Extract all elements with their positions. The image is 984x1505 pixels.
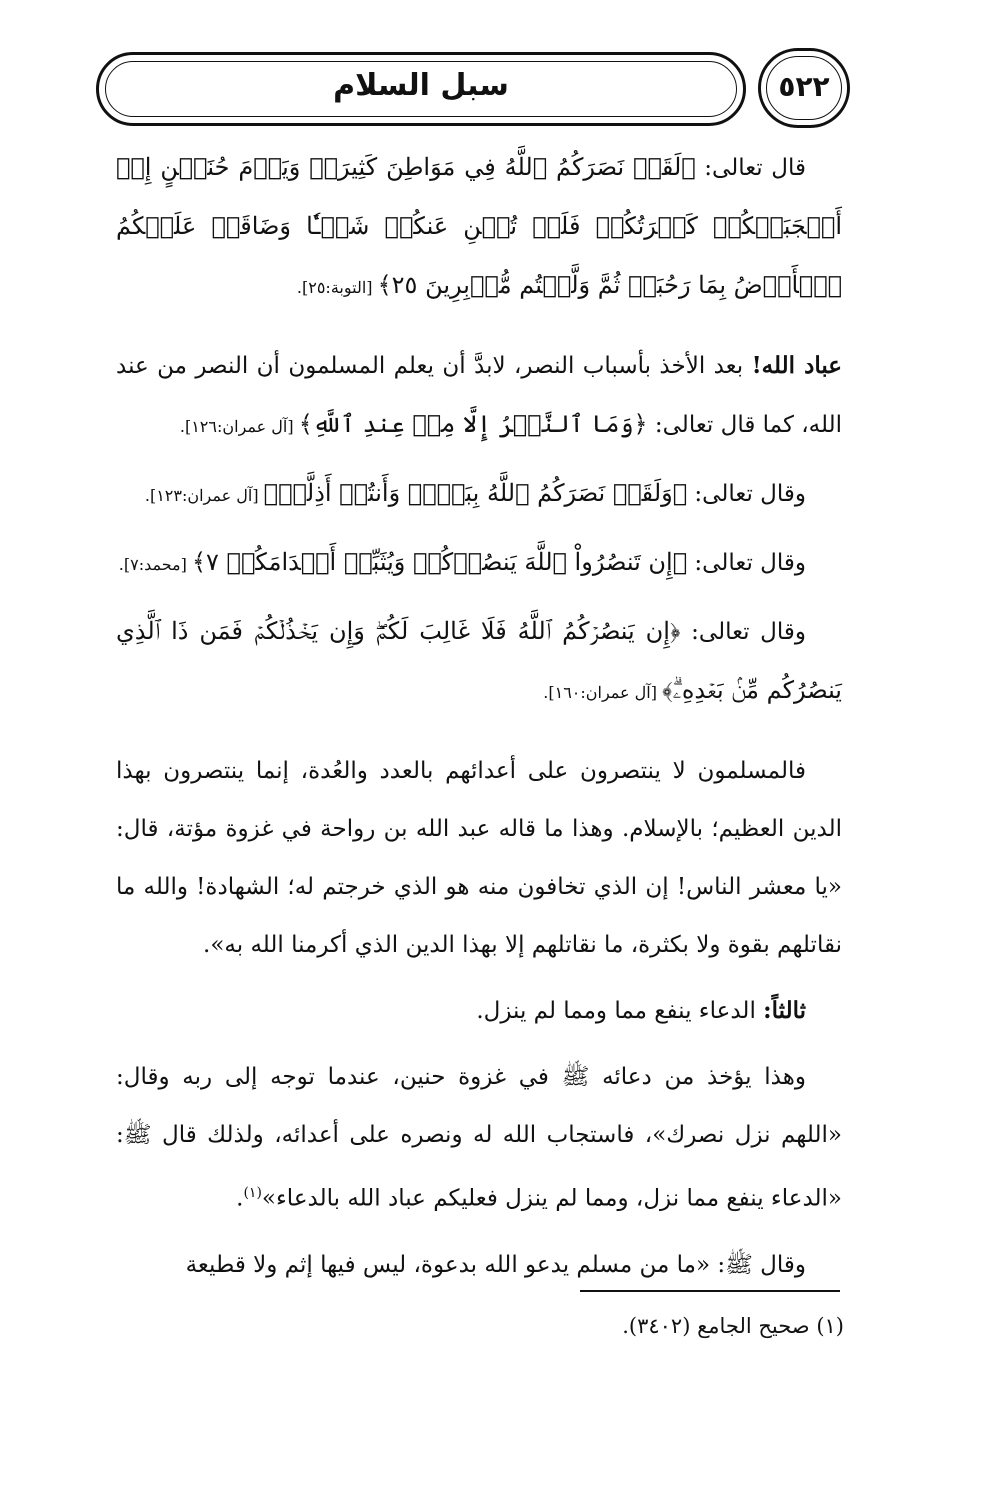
verse-citation: [آل عمران:١٦٠]. xyxy=(543,683,663,702)
paragraph-supplication xyxy=(116,1048,842,1228)
paragraph-text: الدعاء ينفع مما ومما لم ينزل. xyxy=(476,998,764,1024)
paragraph-intro: وقال تعالى: xyxy=(680,619,806,645)
paragraph-verse-tawbah xyxy=(116,138,842,317)
paragraph-intro: وقال تعالى: xyxy=(687,481,806,507)
page-number: ٥٢٢ xyxy=(778,70,830,103)
quran-verse: ﴿وَلَقَدۡ نَصَرَكُمُ ٱللَّهُ بِبَدۡرٖ وَأَنتُمۡ أَذِلَّةٞ﴾ xyxy=(263,479,688,507)
paragraph-hadith-start xyxy=(116,1236,842,1294)
paragraph-victory-from-allah xyxy=(116,337,842,456)
quran-verse: ﴿وَمَا ٱلنَّصۡرُ إِلَّا مِنۡ عِندِ ٱللَّهِ﴾ xyxy=(298,410,648,438)
paragraph-ibn-rawaha xyxy=(116,742,842,974)
book-title: سبل السلام xyxy=(333,68,509,103)
paragraph-end: . xyxy=(236,1185,244,1212)
verse-citation: [آل عمران:١٢٣]. xyxy=(144,486,264,505)
footnote-divider xyxy=(580,1290,840,1292)
paragraph-verse-badr xyxy=(116,464,842,525)
paragraph-text: بعد الأخذ بأسباب النصر، لابدَّ أن يعلم المسلمون أن النصر من عند الله، كما قال تعالى: xyxy=(116,353,842,438)
page-body xyxy=(116,138,842,1294)
verse-citation: [آل عمران:١٢٦]. xyxy=(179,417,299,436)
footnote: (١) صحيح الجامع (٣٤٠٢). xyxy=(622,1314,844,1338)
paragraph-text: وهذا يؤخذ من دعائه ﷺ في غزوة حنين، عندما توجه إلى ربه وقال: «اللهم نزل نصرك»، فاستجاب الله له ونصره على أعدائه، ولذلك قال ﷺ: «الدعاء ينفع مما نزل، ومما لم ينزل فعليكم عباد الله بالدعاء» xyxy=(116,1064,842,1212)
paragraph-lead: عباد الله! xyxy=(751,352,842,379)
paragraph-verse-al-imran xyxy=(116,602,842,722)
quran-verse: ﴿لَقَدۡ نَصَرَكُمُ ٱللَّهُ فِي مَوَاطِنَ كَثِيرَةٖ وَيَوۡمَ حُنَيۡنٍ إِذۡ أَعۡجَبَتۡكُمۡ كَثۡرَتُكُمۡ فَلَمۡ تُغۡنِ عَنكُمۡ شَيۡـٔٗا وَضَاقَتۡ عَلَيۡكُمُ ٱلۡأَرۡضُ بِمَا رَحُبَتۡ ثُمَّ وَلَّيۡتُم مُّدۡبِرِينَ ٢٥﴾ xyxy=(116,153,842,299)
paragraph-text: وقال ﷺ: «ما من مسلم يدعو الله بدعوة، ليس فيها إثم ولا قطيعة xyxy=(185,1251,806,1278)
paragraph-intro: وقال تعالى: xyxy=(687,550,806,576)
paragraph-verse-muhammad xyxy=(116,533,842,594)
paragraph-text: فالمسلمون لا ينتصرون على أعدائهم بالعدد والعُدة، إنما ينتصرون بهذا الدين العظيم؛ بالإسلام. وهذا ما قاله عبد الله بن رواحة في غزوة مؤتة، قال: «يا معشر الناس! إن الذي تخافون منه هو الذي خرجتم له؛ الشهادة! والله ما نقاتلهم بقوة ولا بكثرة، ما نقاتلهم إلا بهذا الدين الذي أكرمنا الله به». xyxy=(116,758,842,958)
paragraph-intro: قال تعالى: xyxy=(695,155,806,181)
paragraph-thirdly xyxy=(116,982,842,1040)
quran-verse: ﴿إِن يَنصُرۡكُمُ ٱللَّهُ فَلَا غَالِبَ لَكُمۡۖ وَإِن يَخۡذُلۡكُمۡ فَمَن ذَا ٱلَّذِي يَنصُرُكُم مِّنۢ بَعۡدِهِۦۗ﴾ xyxy=(116,617,842,704)
paragraph-lead: ثالثاً: xyxy=(763,997,806,1024)
quran-verse: ﴿إِن تَنصُرُواْ ٱللَّهَ يَنصُرۡكُمۡ وَيُثَبِّتۡ أَقۡدَامَكُمۡ ٧﴾ xyxy=(191,548,688,576)
verse-citation: [التوبة:٢٥]. xyxy=(296,278,378,297)
page-number-frame xyxy=(758,48,850,128)
verse-citation: [محمد:٧]. xyxy=(118,555,192,574)
page-header xyxy=(96,48,850,128)
footnote-reference[interactable]: (١) xyxy=(243,1185,262,1201)
